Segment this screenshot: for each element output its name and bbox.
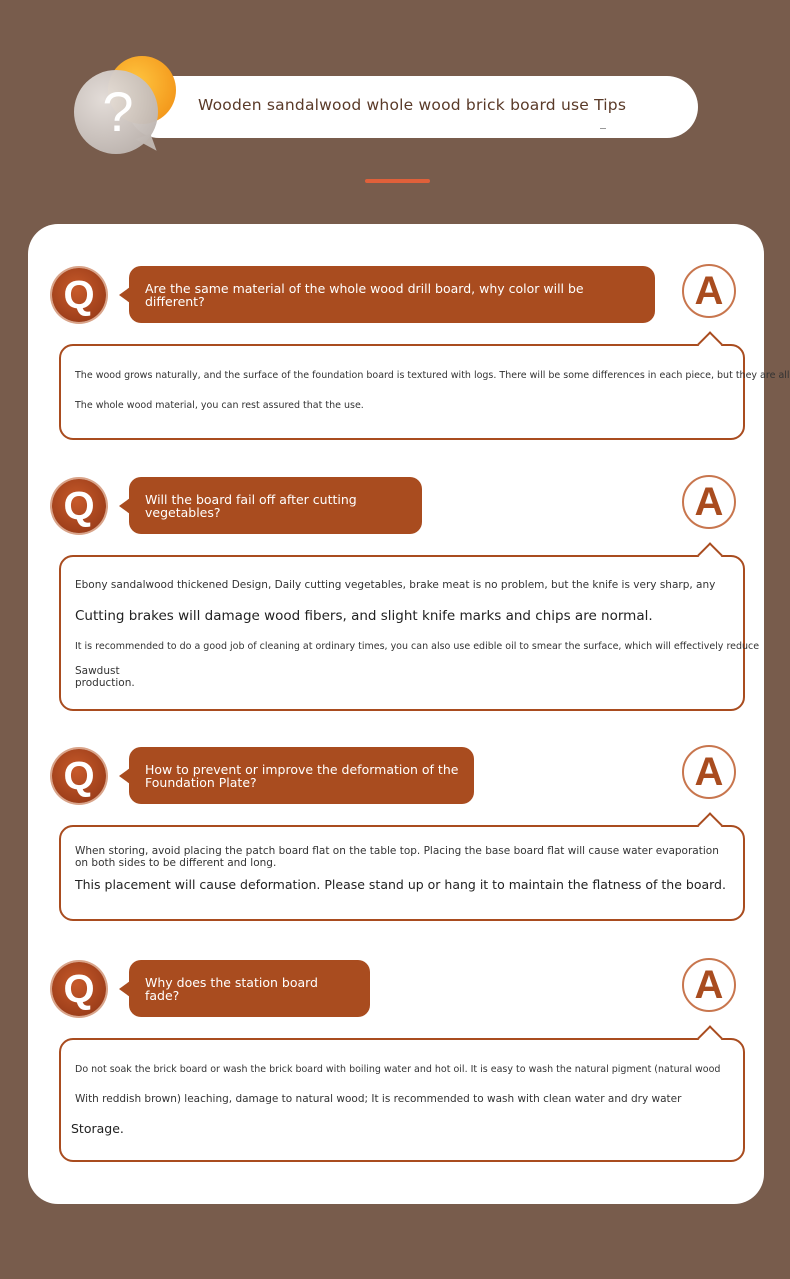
answer-line: Ebony sandalwood thickened Design, Daily cutting vegetables, brake meat is no problem, but the knife is very sharp, any bbox=[75, 579, 716, 591]
answer-line: The wood grows naturally, and the surface of the foundation board is textured with logs. There will be some differences in each piece, but they are all bbox=[75, 370, 790, 381]
answer-notch bbox=[697, 1025, 722, 1050]
answer-line: Sawdust bbox=[75, 665, 120, 677]
header-divider bbox=[365, 179, 430, 183]
answer-notch bbox=[697, 331, 722, 356]
answer-box bbox=[59, 555, 760, 711]
question-bubble bbox=[129, 960, 370, 1017]
answer-line: With reddish brown) leaching, damage to natural wood; It is recommended to wash with clean water and dry water bbox=[75, 1093, 682, 1105]
question-text: Are the same material of the whole wood drill board, why color will be different? bbox=[145, 280, 584, 309]
answer-line: It is recommended to do a good job of cleaning at ordinary times, you can also use edible oil to smear the surface, which will effectively reduce bbox=[75, 641, 760, 652]
question-bubble-icon bbox=[72, 56, 182, 156]
question-bubble bbox=[129, 747, 474, 804]
answer-notch bbox=[697, 542, 722, 567]
question-bubble bbox=[129, 266, 655, 323]
a-badge-icon: A bbox=[682, 958, 736, 1012]
answer-line: Cutting brakes will damage wood fibers, and slight knife marks and chips are normal. bbox=[75, 608, 653, 624]
answer-box bbox=[59, 1038, 745, 1162]
faq-card bbox=[28, 224, 790, 1204]
question-mark-icon: ? bbox=[102, 80, 134, 143]
page-title: Wooden sandalwood whole wood brick board use Tips bbox=[198, 96, 627, 114]
answer-line: Do not soak the brick board or wash the brick board with boiling water and hot oil. It is easy to wash the natural pigment (natural wood bbox=[75, 1064, 721, 1075]
q-badge-icon: Q bbox=[52, 962, 106, 1016]
answer-line: Storage. bbox=[71, 1121, 124, 1136]
a-badge-icon: A bbox=[682, 745, 736, 799]
question-text: Why does the station board fade? bbox=[145, 974, 318, 1003]
answer-line: This placement will cause deformation. Please stand up or hang it to maintain the flatness of the board. bbox=[75, 877, 726, 892]
answer-box bbox=[59, 344, 790, 440]
answer-line: When storing, avoid placing the patch board flat on the table top. Placing the base board flat will cause water evaporation on both sides to be different and long. bbox=[75, 845, 719, 869]
answer-notch bbox=[697, 812, 722, 837]
a-badge-icon: A bbox=[682, 475, 736, 529]
question-text: How to prevent or improve the deformation of the Foundation Plate? bbox=[145, 761, 459, 790]
answer-line: The whole wood material, you can rest assured that the use. bbox=[75, 400, 364, 411]
header-tick-mark bbox=[600, 128, 606, 129]
answer-line: production. bbox=[75, 677, 135, 689]
q-badge-icon: Q bbox=[52, 749, 106, 803]
q-badge-icon: Q bbox=[52, 479, 106, 533]
question-text: Will the board fail off after cutting vegetables? bbox=[145, 491, 357, 520]
question-bubble bbox=[129, 477, 422, 534]
q-badge-icon: Q bbox=[52, 268, 106, 322]
a-badge-icon: A bbox=[682, 264, 736, 318]
answer-box bbox=[59, 825, 745, 921]
header-title-pill bbox=[128, 76, 698, 138]
